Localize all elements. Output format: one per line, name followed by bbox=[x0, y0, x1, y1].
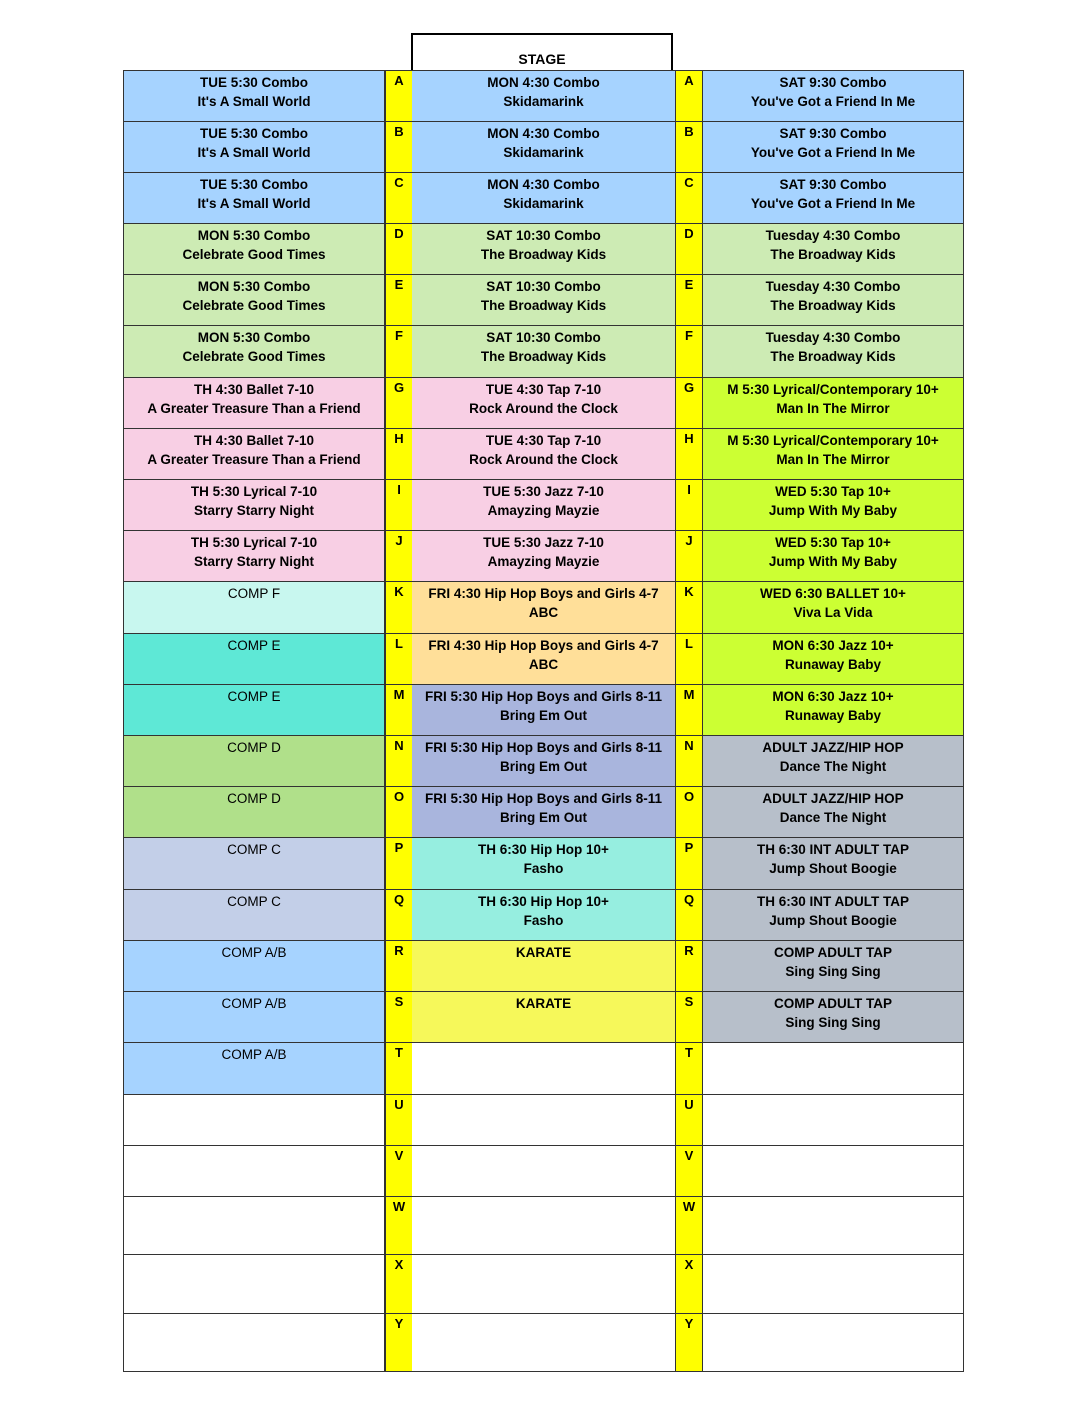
song-title-label: Amayzing Mayzie bbox=[487, 554, 600, 569]
left-section-cell bbox=[123, 890, 385, 940]
row-letter-right: A bbox=[675, 71, 702, 121]
class-time-label: TH 4:30 Ballet 7-10 bbox=[193, 433, 315, 448]
song-title-label: The Broadway Kids bbox=[770, 247, 896, 262]
center-section-cell bbox=[412, 122, 675, 172]
class-time-label: WED 5:30 Tap 10+ bbox=[775, 535, 891, 550]
center-section-cell bbox=[412, 173, 675, 223]
row-letter-left: N bbox=[385, 736, 412, 786]
song-title-label: Jump With My Baby bbox=[768, 554, 898, 569]
row-letter-right: M bbox=[675, 685, 702, 735]
right-section-cell bbox=[702, 992, 964, 1042]
class-time-label: COMP A/B bbox=[221, 1047, 287, 1062]
song-title-label: The Broadway Kids bbox=[770, 298, 896, 313]
center-section-cell bbox=[412, 429, 675, 479]
seating-row-q bbox=[123, 890, 964, 941]
right-section-cell bbox=[702, 634, 964, 684]
seating-row-y bbox=[123, 1314, 964, 1372]
center-section-cell bbox=[412, 992, 675, 1042]
row-letter-right: J bbox=[675, 531, 702, 581]
left-section-cell bbox=[123, 992, 385, 1042]
row-letter-right: C bbox=[675, 173, 702, 223]
row-letter-right: Y bbox=[675, 1314, 702, 1371]
center-section-cell bbox=[412, 531, 675, 581]
left-section-cell bbox=[123, 224, 385, 274]
class-time-label: TUE 4:30 Tap 7-10 bbox=[485, 382, 602, 397]
left-section-cell bbox=[123, 1043, 385, 1094]
row-letter-right: X bbox=[675, 1255, 702, 1313]
song-title-label: Starry Starry Night bbox=[193, 503, 315, 518]
row-letter-right: R bbox=[675, 941, 702, 991]
seating-row-x bbox=[123, 1255, 964, 1314]
class-time-label: TUE 5:30 Combo bbox=[199, 75, 308, 90]
left-section-cell bbox=[123, 122, 385, 172]
song-title-label: Runaway Baby bbox=[784, 708, 882, 723]
song-title-label: Viva La Vida bbox=[793, 605, 873, 620]
left-section-cell bbox=[123, 1314, 385, 1371]
seating-row-p bbox=[123, 838, 964, 890]
song-title-label: Jump Shout Boogie bbox=[769, 913, 897, 928]
class-time-label: ADULT JAZZ/HIP HOP bbox=[762, 791, 904, 806]
class-time-label: MON 4:30 Combo bbox=[487, 126, 600, 141]
right-section-cell bbox=[702, 71, 964, 121]
class-time-label: WED 6:30 BALLET 10+ bbox=[760, 586, 906, 601]
song-title-label: A Greater Treasure Than a Friend bbox=[147, 452, 361, 467]
center-section-cell bbox=[412, 685, 675, 735]
row-letter-right: B bbox=[675, 122, 702, 172]
song-title-label: Celebrate Good Times bbox=[182, 298, 326, 313]
left-section-cell bbox=[123, 326, 385, 377]
row-letter-right: W bbox=[675, 1197, 702, 1254]
right-section-cell bbox=[702, 941, 964, 991]
seating-row-k bbox=[123, 582, 964, 634]
row-letter-right: Q bbox=[675, 890, 702, 940]
song-title-label: Runaway Baby bbox=[784, 657, 882, 672]
class-time-label: KARATE bbox=[515, 945, 572, 960]
class-time-label: TUE 5:30 Jazz 7-10 bbox=[483, 484, 604, 499]
row-letter-right: F bbox=[675, 326, 702, 377]
right-section-cell bbox=[702, 275, 964, 325]
left-section-cell bbox=[123, 378, 385, 428]
row-letter-left: L bbox=[385, 634, 412, 684]
seating-row-s bbox=[123, 992, 964, 1043]
class-time-label: TH 5:30 Lyrical 7-10 bbox=[190, 535, 318, 550]
row-letter-left: Q bbox=[385, 890, 412, 940]
center-section-cell bbox=[412, 582, 675, 633]
class-time-label: FRI 4:30 Hip Hop Boys and Girls 4-7 bbox=[428, 638, 659, 653]
class-time-label: SAT 10:30 Combo bbox=[486, 279, 601, 294]
center-section-cell bbox=[412, 1095, 675, 1145]
class-time-label: MON 6:30 Jazz 10+ bbox=[772, 638, 894, 653]
center-section-cell bbox=[412, 736, 675, 786]
row-letter-left: V bbox=[385, 1146, 412, 1196]
song-title-label: The Broadway Kids bbox=[770, 349, 896, 364]
row-letter-left: J bbox=[385, 531, 412, 581]
song-title-label: Bring Em Out bbox=[500, 708, 587, 723]
stage-label: STAGE bbox=[518, 51, 566, 67]
class-time-label: SAT 9:30 Combo bbox=[779, 177, 887, 192]
class-time-label: COMP E bbox=[227, 689, 281, 704]
seating-row-w bbox=[123, 1197, 964, 1255]
seating-row-i bbox=[123, 480, 964, 531]
song-title-label: ABC bbox=[528, 605, 559, 620]
class-time-label: MON 5:30 Combo bbox=[197, 330, 311, 345]
song-title-label: Sing Sing Sing bbox=[785, 1015, 881, 1030]
song-title-label: Rock Around the Clock bbox=[469, 401, 618, 416]
row-letter-left: G bbox=[385, 378, 412, 428]
row-letter-right: L bbox=[675, 634, 702, 684]
class-time-label: MON 5:30 Combo bbox=[197, 279, 311, 294]
row-letter-right: N bbox=[675, 736, 702, 786]
seating-row-n bbox=[123, 736, 964, 787]
row-letter-left: X bbox=[385, 1255, 412, 1313]
song-title-label: Man In The Mirror bbox=[776, 401, 890, 416]
center-section-cell bbox=[412, 1197, 675, 1254]
right-section-cell bbox=[702, 838, 964, 889]
song-title-label: The Broadway Kids bbox=[480, 298, 607, 313]
class-time-label: TH 6:30 INT ADULT TAP bbox=[756, 842, 909, 857]
song-title-label: A Greater Treasure Than a Friend bbox=[147, 401, 361, 416]
right-section-cell bbox=[702, 1043, 964, 1094]
seating-row-v bbox=[123, 1146, 964, 1197]
right-section-cell bbox=[702, 326, 964, 377]
class-time-label: TH 6:30 INT ADULT TAP bbox=[756, 894, 909, 909]
class-time-label: MON 5:30 Combo bbox=[197, 228, 311, 243]
song-title-label: Celebrate Good Times bbox=[182, 349, 326, 364]
song-title-label: You've Got a Friend In Me bbox=[750, 145, 916, 160]
row-letter-left: T bbox=[385, 1043, 412, 1094]
class-time-label: COMP A/B bbox=[221, 996, 287, 1011]
left-section-cell bbox=[123, 685, 385, 735]
class-time-label: TH 5:30 Lyrical 7-10 bbox=[190, 484, 318, 499]
left-section-cell bbox=[123, 1095, 385, 1145]
song-title-label: It's A Small World bbox=[197, 94, 311, 109]
row-letter-left: U bbox=[385, 1095, 412, 1145]
row-letter-right: E bbox=[675, 275, 702, 325]
class-time-label: FRI 5:30 Hip Hop Boys and Girls 8-11 bbox=[424, 791, 663, 806]
class-time-label: KARATE bbox=[515, 996, 572, 1011]
right-section-cell bbox=[702, 1314, 964, 1371]
class-time-label: Tuesday 4:30 Combo bbox=[765, 330, 901, 345]
song-title-label: Sing Sing Sing bbox=[785, 964, 881, 979]
song-title-label: Dance The Night bbox=[779, 810, 887, 825]
class-time-label: SAT 9:30 Combo bbox=[779, 126, 887, 141]
class-time-label: TUE 5:30 Combo bbox=[199, 126, 308, 141]
seating-row-m bbox=[123, 685, 964, 736]
stage-box bbox=[411, 33, 673, 70]
seating-row-e bbox=[123, 275, 964, 326]
center-section-cell bbox=[412, 275, 675, 325]
row-letter-right: G bbox=[675, 378, 702, 428]
left-section-cell bbox=[123, 1197, 385, 1254]
song-title-label: Skidamarink bbox=[503, 94, 584, 109]
row-letter-right: U bbox=[675, 1095, 702, 1145]
song-title-label: Rock Around the Clock bbox=[469, 452, 618, 467]
row-letter-right: D bbox=[675, 224, 702, 274]
row-letter-left: S bbox=[385, 992, 412, 1042]
right-section-cell bbox=[702, 787, 964, 837]
song-title-label: Celebrate Good Times bbox=[182, 247, 326, 262]
class-time-label: SAT 9:30 Combo bbox=[779, 75, 887, 90]
right-section-cell bbox=[702, 224, 964, 274]
left-section-cell bbox=[123, 787, 385, 837]
class-time-label: COMP D bbox=[227, 740, 281, 755]
center-section-cell bbox=[412, 224, 675, 274]
row-letter-left: W bbox=[385, 1197, 412, 1254]
class-time-label: TH 6:30 Hip Hop 10+ bbox=[478, 842, 609, 857]
song-title-label: It's A Small World bbox=[197, 196, 311, 211]
class-time-label: FRI 5:30 Hip Hop Boys and Girls 8-11 bbox=[424, 689, 663, 704]
row-letter-right: S bbox=[675, 992, 702, 1042]
class-time-label: TH 4:30 Ballet 7-10 bbox=[193, 382, 315, 397]
seating-row-j bbox=[123, 531, 964, 582]
class-time-label: TUE 4:30 Tap 7-10 bbox=[485, 433, 602, 448]
row-letter-left: C bbox=[385, 173, 412, 223]
song-title-label: You've Got a Friend In Me bbox=[750, 196, 916, 211]
seating-row-r bbox=[123, 941, 964, 992]
song-title-label: Fasho bbox=[523, 861, 564, 876]
class-time-label: FRI 4:30 Hip Hop Boys and Girls 4-7 bbox=[428, 586, 659, 601]
left-section-cell bbox=[123, 275, 385, 325]
song-title-label: The Broadway Kids bbox=[480, 247, 607, 262]
song-title-label: Dance The Night bbox=[779, 759, 887, 774]
row-letter-left: F bbox=[385, 326, 412, 377]
seating-row-a bbox=[123, 70, 964, 122]
right-section-cell bbox=[702, 1146, 964, 1196]
class-time-label: COMP D bbox=[227, 791, 281, 806]
left-section-cell bbox=[123, 480, 385, 530]
row-letter-right: P bbox=[675, 838, 702, 889]
song-title-label: The Broadway Kids bbox=[480, 349, 607, 364]
row-letter-left: I bbox=[385, 480, 412, 530]
class-time-label: SAT 10:30 Combo bbox=[486, 228, 601, 243]
seating-row-g bbox=[123, 378, 964, 429]
row-letter-left: R bbox=[385, 941, 412, 991]
class-time-label: COMP A/B bbox=[221, 945, 287, 960]
row-letter-right: T bbox=[675, 1043, 702, 1094]
center-section-cell bbox=[412, 378, 675, 428]
center-section-cell bbox=[412, 1314, 675, 1371]
right-section-cell bbox=[702, 480, 964, 530]
class-time-label: COMP ADULT TAP bbox=[774, 996, 892, 1011]
seating-chart bbox=[123, 70, 964, 1372]
left-section-cell bbox=[123, 531, 385, 581]
song-title-label: Jump With My Baby bbox=[768, 503, 898, 518]
class-time-label: TH 6:30 Hip Hop 10+ bbox=[478, 894, 609, 909]
row-letter-left: E bbox=[385, 275, 412, 325]
right-section-cell bbox=[702, 685, 964, 735]
song-title-label: Bring Em Out bbox=[500, 810, 587, 825]
right-section-cell bbox=[702, 173, 964, 223]
right-section-cell bbox=[702, 122, 964, 172]
row-letter-left: Y bbox=[385, 1314, 412, 1371]
class-time-label: COMP ADULT TAP bbox=[774, 945, 892, 960]
right-section-cell bbox=[702, 736, 964, 786]
class-time-label: SAT 10:30 Combo bbox=[486, 330, 601, 345]
right-section-cell bbox=[702, 1255, 964, 1313]
center-section-cell bbox=[412, 634, 675, 684]
row-letter-left: D bbox=[385, 224, 412, 274]
class-time-label: COMP F bbox=[227, 586, 281, 601]
class-time-label: ADULT JAZZ/HIP HOP bbox=[762, 740, 904, 755]
seating-row-o bbox=[123, 787, 964, 838]
seating-row-h bbox=[123, 429, 964, 480]
center-section-cell bbox=[412, 787, 675, 837]
right-section-cell bbox=[702, 429, 964, 479]
center-section-cell bbox=[412, 1255, 675, 1313]
song-title-label: Bring Em Out bbox=[500, 759, 587, 774]
row-letter-left: M bbox=[385, 685, 412, 735]
class-time-label: COMP C bbox=[227, 894, 281, 909]
left-section-cell bbox=[123, 173, 385, 223]
class-time-label: COMP C bbox=[227, 842, 281, 857]
right-section-cell bbox=[702, 1197, 964, 1254]
class-time-label: M 5:30 Lyrical/Contemporary 10+ bbox=[727, 433, 939, 448]
row-letter-left: P bbox=[385, 838, 412, 889]
class-time-label: MON 6:30 Jazz 10+ bbox=[772, 689, 894, 704]
song-title-label: Skidamarink bbox=[503, 145, 584, 160]
row-letter-left: B bbox=[385, 122, 412, 172]
right-section-cell bbox=[702, 531, 964, 581]
song-title-label: Jump Shout Boogie bbox=[769, 861, 897, 876]
row-letter-left: K bbox=[385, 582, 412, 633]
center-section-cell bbox=[412, 71, 675, 121]
seating-row-c bbox=[123, 173, 964, 224]
center-section-cell bbox=[412, 326, 675, 377]
center-section-cell bbox=[412, 941, 675, 991]
left-section-cell bbox=[123, 582, 385, 633]
left-section-cell bbox=[123, 429, 385, 479]
row-letter-right: V bbox=[675, 1146, 702, 1196]
center-section-cell bbox=[412, 1146, 675, 1196]
left-section-cell bbox=[123, 941, 385, 991]
song-title-label: Starry Starry Night bbox=[193, 554, 315, 569]
row-letter-right: H bbox=[675, 429, 702, 479]
song-title-label: You've Got a Friend In Me bbox=[750, 94, 916, 109]
class-time-label: MON 4:30 Combo bbox=[487, 75, 600, 90]
seating-row-u bbox=[123, 1095, 964, 1146]
right-section-cell bbox=[702, 890, 964, 940]
center-section-cell bbox=[412, 838, 675, 889]
left-section-cell bbox=[123, 71, 385, 121]
row-letter-right: K bbox=[675, 582, 702, 633]
left-section-cell bbox=[123, 1146, 385, 1196]
center-section-cell bbox=[412, 480, 675, 530]
seating-row-l bbox=[123, 634, 964, 685]
seating-row-t bbox=[123, 1043, 964, 1095]
class-time-label: Tuesday 4:30 Combo bbox=[765, 279, 901, 294]
class-time-label: WED 5:30 Tap 10+ bbox=[775, 484, 891, 499]
song-title-label: It's A Small World bbox=[197, 145, 311, 160]
left-section-cell bbox=[123, 634, 385, 684]
right-section-cell bbox=[702, 378, 964, 428]
song-title-label: Amayzing Mayzie bbox=[487, 503, 600, 518]
row-letter-left: A bbox=[385, 71, 412, 121]
row-letter-right: I bbox=[675, 480, 702, 530]
song-title-label: ABC bbox=[528, 657, 559, 672]
row-letter-left: O bbox=[385, 787, 412, 837]
class-time-label: Tuesday 4:30 Combo bbox=[765, 228, 901, 243]
song-title-label: Skidamarink bbox=[503, 196, 584, 211]
seating-row-b bbox=[123, 122, 964, 173]
seating-row-f bbox=[123, 326, 964, 378]
row-letter-left: H bbox=[385, 429, 412, 479]
seating-row-d bbox=[123, 224, 964, 275]
song-title-label: Man In The Mirror bbox=[776, 452, 890, 467]
left-section-cell bbox=[123, 736, 385, 786]
class-time-label: COMP E bbox=[227, 638, 281, 653]
class-time-label: TUE 5:30 Jazz 7-10 bbox=[483, 535, 604, 550]
right-section-cell bbox=[702, 1095, 964, 1145]
class-time-label: M 5:30 Lyrical/Contemporary 10+ bbox=[727, 382, 939, 397]
class-time-label: MON 4:30 Combo bbox=[487, 177, 600, 192]
class-time-label: FRI 5:30 Hip Hop Boys and Girls 8-11 bbox=[424, 740, 663, 755]
class-time-label: TUE 5:30 Combo bbox=[199, 177, 308, 192]
left-section-cell bbox=[123, 1255, 385, 1313]
center-section-cell bbox=[412, 890, 675, 940]
right-section-cell bbox=[702, 582, 964, 633]
left-section-cell bbox=[123, 838, 385, 889]
center-section-cell bbox=[412, 1043, 675, 1094]
song-title-label: Fasho bbox=[523, 913, 564, 928]
row-letter-right: O bbox=[675, 787, 702, 837]
